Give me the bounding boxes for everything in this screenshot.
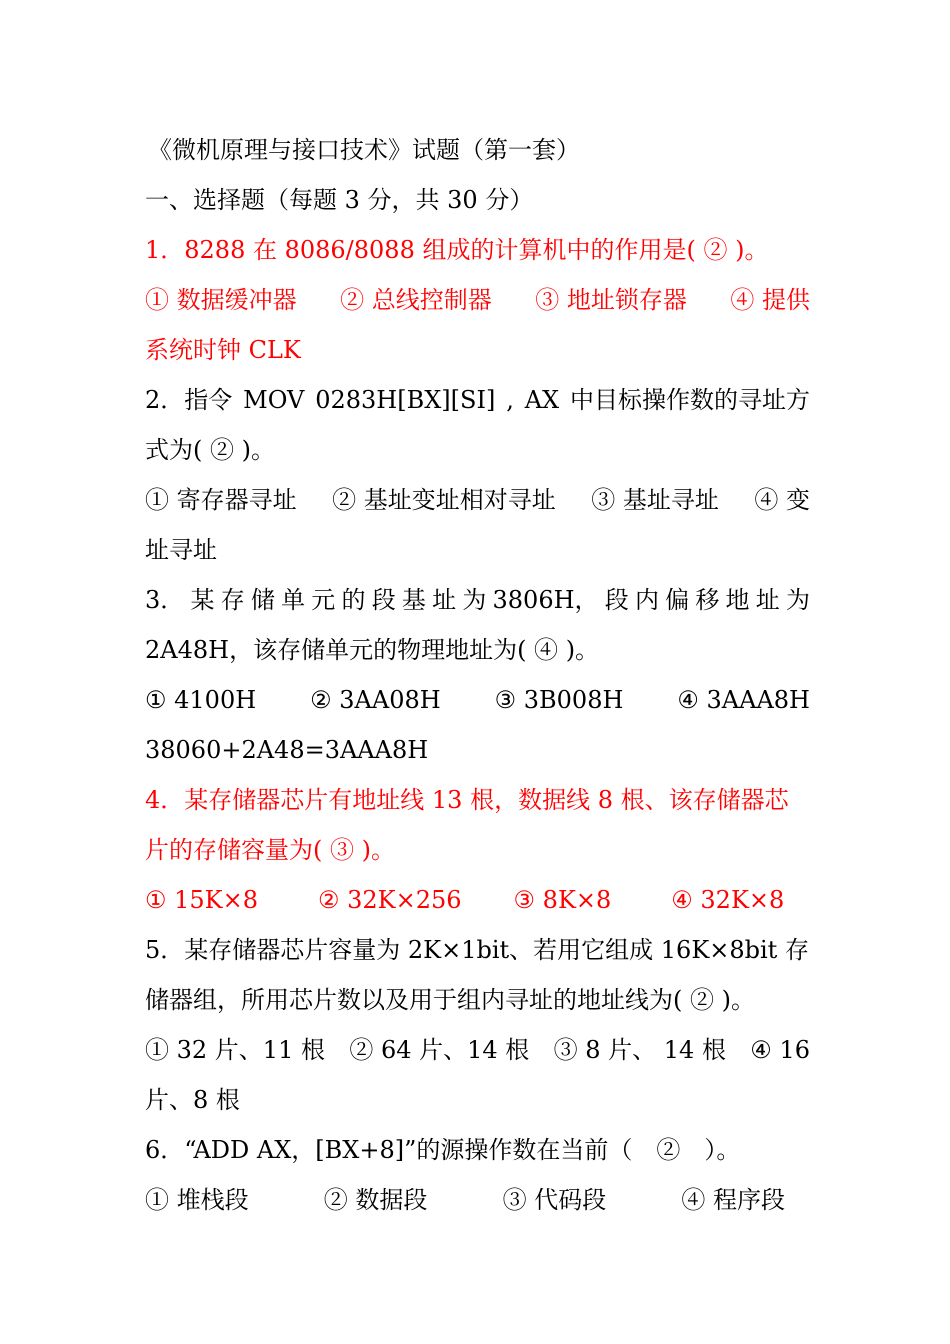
question-3-stem-char: 为: [462, 586, 487, 614]
question-5-options-wrap: 片、8 根: [145, 1086, 240, 1114]
question-4-option-1: ① 15K×8: [145, 886, 258, 914]
question-2-stem-part: 0283H[BX][SI]: [315, 386, 496, 414]
question-4-option-2: ② 32K×256: [318, 886, 462, 914]
question-3-option-2: ② 3AA08H: [310, 686, 441, 714]
question-2-options: [145, 475, 810, 525]
question-2-stem-part: ,: [506, 386, 514, 414]
question-4-stem-line-2: 片的存储容量为( ③ )。: [145, 836, 395, 864]
question-5-option-1: ① 32 片、11 根: [145, 1036, 325, 1064]
question-3-stem-line-2: 2A48H，该存储单元的物理地址为( ④ )。: [145, 636, 600, 664]
question-3-stem-char: 单: [281, 586, 306, 614]
question-5-options: [145, 1025, 810, 1075]
question-6-options: [145, 1175, 785, 1225]
question-5-option-3: ③ 8 片、 14 根: [553, 1036, 726, 1064]
question-2-option-3: ③ 基址寻址: [591, 486, 719, 514]
question-3-stem-char: 内: [634, 586, 659, 614]
question-3-stem-char: 3806H，: [492, 586, 599, 614]
section-heading: 一、选择题（每题 3 分，共 30 分）: [145, 186, 534, 214]
question-3-calculation-note: 38060+2A48=3AAA8H: [145, 736, 429, 764]
question-2-stem-part: AX: [524, 386, 560, 414]
question-1-option-3: ③ 地址锁存器: [535, 286, 687, 314]
question-3-stem-char: 址: [432, 586, 457, 614]
question-3-stem-char: 址: [755, 586, 780, 614]
exam-document: [145, 125, 810, 1225]
question-2-option-1: ① 寄存器寻址: [145, 486, 297, 514]
question-1-options: [145, 275, 810, 325]
question-2-stem-part: 2．指令: [145, 386, 233, 414]
document-title: 《微机原理与接口技术》试题（第一套）: [148, 136, 580, 164]
question-6-option-1: ① 堆栈段: [145, 1186, 249, 1214]
question-5-stem-line-1: 5．某存储器芯片容量为 2K×1bit、若用它组成 16K×8bit 存: [145, 936, 809, 964]
question-5-option-2: ② 64 片、14 根: [349, 1036, 530, 1064]
question-2-stem-line-2: 式为( ② )。: [145, 436, 275, 464]
question-1-option-2: ② 总线控制器: [340, 286, 492, 314]
question-3-stem-char: 为: [785, 586, 810, 614]
question-1-options-wrap: 系统时钟 CLK: [145, 336, 301, 364]
question-3-stem-char: 地: [725, 586, 750, 614]
question-5-stem-line-2: 储器组，所用芯片数以及用于组内寻址的地址线为( ② )。: [145, 986, 755, 1014]
question-3-options: [145, 675, 810, 725]
question-3-stem-char: 段: [604, 586, 629, 614]
question-3-stem-char: 存: [220, 586, 245, 614]
question-1-stem: 1．8288 在 8086/8088 组成的计算机中的作用是( ② )。: [145, 236, 769, 264]
question-6-option-2: ② 数据段: [323, 1186, 428, 1214]
question-6-stem: 6．“ADD AX，[BX+8]”的源操作数在当前（ ② ）。: [145, 1136, 741, 1164]
question-3-stem-char: 元: [311, 586, 336, 614]
question-4-option-4: ④ 32K×8: [671, 886, 785, 914]
question-3-stem-char: 的: [341, 586, 366, 614]
question-2-stem-line-1: [145, 375, 810, 425]
question-4-options: [145, 875, 810, 925]
question-3-stem-char: 段: [371, 586, 396, 614]
question-2-option-4: ④ 变: [754, 486, 810, 514]
question-6-option-3: ③ 代码段: [502, 1186, 607, 1214]
question-4-option-3: ③ 8K×8: [513, 886, 612, 914]
question-2-options-wrap: 址寻址: [145, 536, 217, 564]
question-3-stem-line-1: [145, 575, 810, 625]
question-3-stem-char: 3．: [145, 586, 185, 614]
question-3-stem-char: 偏: [665, 586, 690, 614]
question-2-stem-part: MOV: [243, 386, 305, 414]
question-3-stem-char: 基: [401, 586, 426, 614]
question-1-option-4: ④ 提供: [730, 286, 810, 314]
question-2-option-2: ② 基址变址相对寻址: [332, 486, 556, 514]
question-3-option-3: ③ 3B008H: [494, 686, 624, 714]
question-6-option-4: ④ 程序段: [681, 1186, 785, 1214]
question-3-stem-char: 某: [190, 586, 215, 614]
question-3-stem-char: 移: [695, 586, 720, 614]
question-4-stem-line-1: 4．某存储器芯片有地址线 13 根，数据线 8 根、该存储器芯: [145, 786, 789, 814]
question-2-stem-part: 中目标操作数的寻址方: [570, 386, 810, 414]
question-3-stem-char: 储: [250, 586, 275, 614]
question-5-option-4: ④ 16: [750, 1036, 810, 1064]
question-3-option-1: ① 4100H: [145, 686, 257, 714]
question-3-option-4: ④ 3AAA8H: [677, 686, 810, 714]
question-1-option-1: ① 数据缓冲器: [145, 286, 297, 314]
